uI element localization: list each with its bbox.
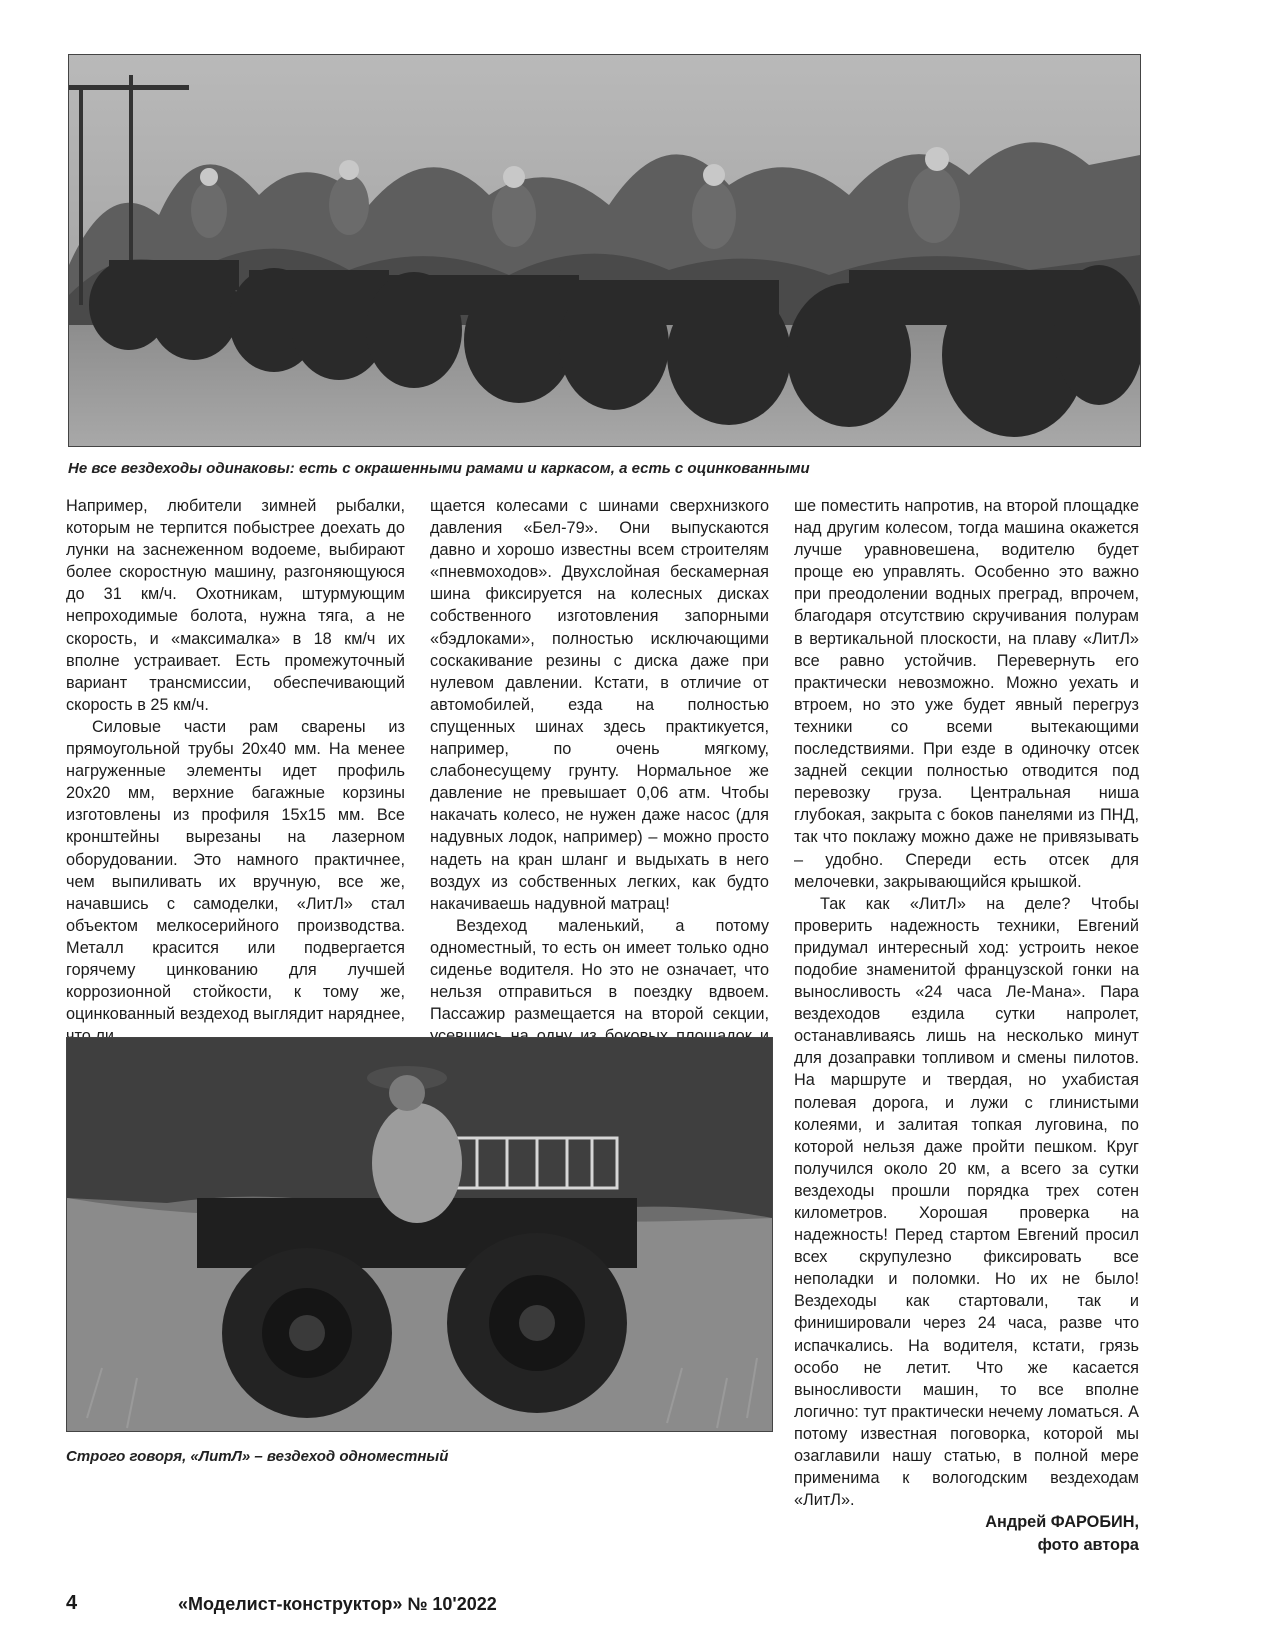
top-photo xyxy=(68,54,1141,447)
magazine-title: «Моделист-конструктор» № 10'2022 xyxy=(178,1594,497,1614)
page-number: 4 xyxy=(66,1592,78,1614)
author-role: фото автора xyxy=(1037,1536,1139,1555)
bottom-photo xyxy=(66,1037,773,1432)
bottom-photo-caption: Строго говоря, «ЛитЛ» – вездеход одноместный xyxy=(66,1448,449,1465)
top-photo-caption: Не все вездеходы одинаковы: есть с окрашенными рамами и каркасом, а есть с оцинкованными xyxy=(68,460,810,477)
photo-atv-lineup-icon xyxy=(69,55,1140,446)
col3-paragraph-2: Так как «ЛитЛ» на деле? Чтобы проверить надежность техники, Евгений придумал интересный ход: устроить некое подобие знаменитой французской гонки на выносливость «24 часа Ле-Мана». Пара вездеходов ездила сутки напролет, останавливаясь лишь на несколько минут для дозаправки топливом и смены пилотов. На маршруте и твердая, но ухабистая полевая дорога, и лужи с глинистыми колеями, и залитая топкая луговина, по которой нельзя даже пройти пешком. Круг получился около 20 км, а всего за сутки вездеходы прошли порядка трех сотен километров. Хорошая проверка на надежность! Перед стартом Евгений просил всех скрупулезно фиксировать все неполадки и поломки. Но их не было! Вездеходы как стартовали, так и финишировали через 24 часа, разве что испачкались. На водителя, кстати, грязь особо не летит. Что же касается выносливости машин, то все вполне логично: тут практически нечему ломаться. А потому известная поговорка, которой мы озаглавили нашу статью, в полной мере применима к вологодским вездеходам «ЛитЛ». xyxy=(794,894,1139,1510)
author-name: Андрей ФАРОБИН, xyxy=(985,1513,1139,1532)
photo-single-atv-icon xyxy=(67,1038,772,1431)
article-column-2 xyxy=(430,495,769,1069)
col2-paragraph-2: Вездеход маленький, а потому одноместный, то есть он имеет только одно сиденье водителя. Но это не означает, что нельзя отправиться в поездку вдвоем. Пассажир размещается на второй секции, xyxy=(430,916,769,1024)
col2-paragraph-1: щается колесами с шинами сверхнизкого давления «Бел-79». Они выпускаются давно и хорошо известны всем строителям «пневмоходов». Двухслойная бескамерная шина фиксируется на колесных дисках собственного изготовления запорными «бэдлоками», полностью исключающими соскакивание резины с диска даже при нулевом давлении. Кстати, в отличие от автомобилей, езда на полностью спущенных шинах здесь практикуется, например, по очень мягкому, слабонесущему грунту. Нормальное же давление не превышает 0,06 атм. Чтобы накачать колесо, не нужен даже насос (для надувных лодок, например) – можно просто надеть на кран шланг и выдыхать в него воздух из собственных легких, как будто накачиваешь надувной матрац! xyxy=(430,497,769,913)
article-column-3 xyxy=(794,495,1139,1557)
col1-paragraph-2: Силовые части рам сварены из прямоугольной трубы 20х40 мм. На менее нагруженные элементы идет профиль 20х20 мм, верхние багажные корзины изготовлены из профиля 15х15 мм. Все кронштейны вырезаны на лазерном оборудовании. Это намного практичнее, чем выпиливать их вручную, все же, начавшись с самоделки, «ЛитЛ» стал объектом мелкосерийного производства. Металл красится или подвергается горячему цинкованию для лучшей коррозионной стойкости, к тому же, оцинкованный вездеход выглядит наряднее, xyxy=(66,717,405,1024)
article-column-1 xyxy=(66,495,405,1092)
col1-paragraph-1: Например, любители зимней рыбалки, которым не терпится побыстрее доехать до лунки на заснеженном водоеме, выбирают более скоростную машину, разгоняющуюся до 31 км/ч. Охотникам, штурмующим непроходимые болота, нужна тяга, а не скорость, и «максималка» в 18 км/ч их вполне устраивает. Есть промежуточный вариант трансмиссии, обеспечивающий скорость в 25 км/ч. xyxy=(66,497,405,714)
col3-paragraph-1: ше поместить напротив, на второй площадке над другим колесом, тогда машина окажется лучше уравновешена, водителю будет проще ею управлять. Особенно это важно при преодолении водных преград, впрочем, благодаря отсутствию скручивания полурам в вертикальной плоскости, на плаву «ЛитЛ» все равно устойчив. Перевернуть его практически невозможно. Можно уехать и втроем, но это уже будет явный перегруз техники со всеми вытекающими последствиями. При езде в одиночку отсек задней секции полностью отводится под перевозку груза. Центральная ниша глубокая, закрыта с боков панелями из ПНД, так что поклажу можно даже не привязывать – удобно. Спереди есть отсек для мелочевки, закрывающийся крышкой. xyxy=(794,497,1139,891)
